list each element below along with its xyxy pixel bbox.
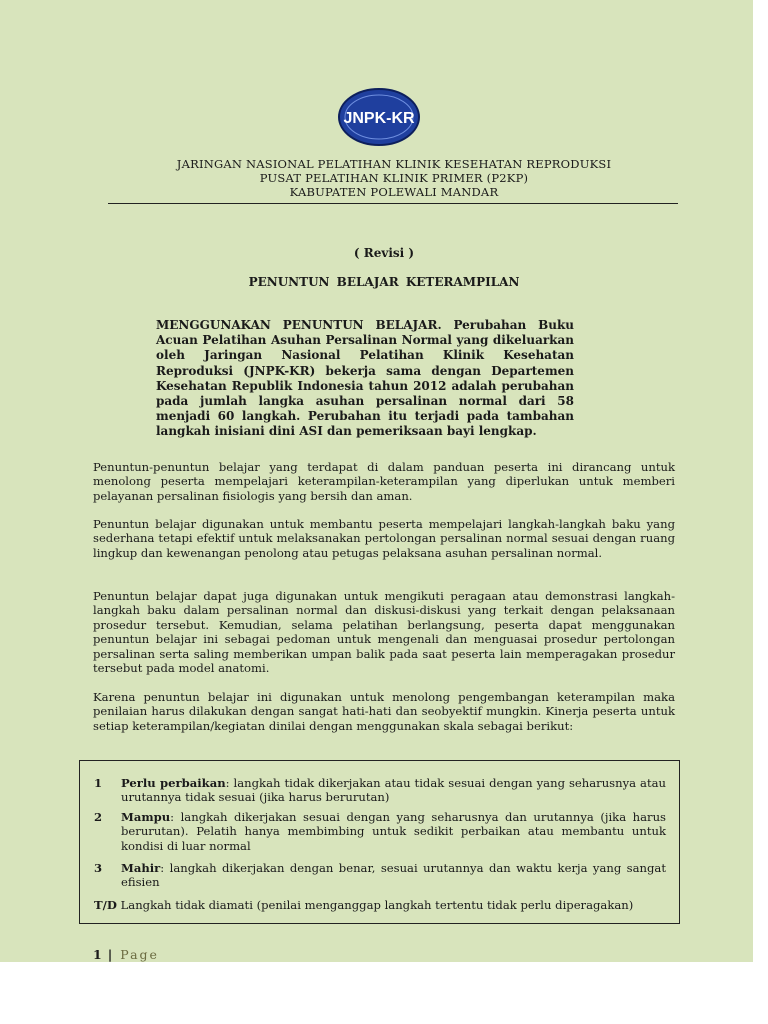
header-divider	[108, 203, 678, 204]
scale-item	[94, 861, 666, 890]
scale-number: 3	[94, 861, 103, 875]
logo-text: JNPK-KR	[343, 110, 415, 127]
document-title: PENUNTUN BELAJAR KETERAMPILAN	[248, 275, 520, 289]
scale-term: Perlu perbaikan	[121, 776, 226, 790]
scale-term: Mampu	[121, 810, 171, 824]
jnpk-kr-logo	[335, 86, 423, 148]
intro-paragraph: MENGGUNAKAN PENUNTUN BELAJAR. Perubahan Buku Acuan Pelatihan Asuhan Persalinan Normal yang dikeluarkan oleh Jaringan Nasional Pelatihan Klinik Kesehatan Reproduksi (JNPK-KR) bekerja sama dengan Departemen Kesehatan Republik Indonesia tahun 2012 adalah perubahan pada jumlah langka asuhan persalinan normal dari 58 menjadi 60 langkah. Perubahan itu terjadi pada tambahan langkah inisiani dini ASI dan pemeriksaan bayi lengkap.	[156, 318, 574, 439]
scale-term: Mahir	[121, 861, 161, 875]
body-paragraph-2: Penuntun belajar digunakan untuk membantu peserta mempelajari langkah-langkah baku yang sederhana tetapi efektif untuk melaksanakan pertolongan persalinan normal sesuai dengan ruang lingkup dan kewenangan penolong atau petugas pelaksana asuhan persalinan normal.	[93, 517, 675, 560]
org-line-1: JARINGAN NASIONAL PELATIHAN KLINIK KESEHATAN REPRODUKSI	[176, 157, 612, 171]
scale-item	[94, 776, 666, 805]
scale-desc: : langkah dikerjakan sesuai dengan yang seharusnya dan urutannya (jika harus berurutan). Pelatih hanya membimbing untuk sedikit perbaikan atau membantu untuk kondisi di luar normal	[121, 810, 666, 853]
body-paragraph-3: Penuntun belajar dapat juga digunakan untuk mengikuti peragaan atau demonstrasi langkah-langkah baku dalam persalinan normal dan diskusi-diskusi yang terkait dengan pelaksanaan prosedur tersebut. Kemudian, selama pelatihan berlangsung, peserta dapat menggunakan penuntun belajar ini sebagai pedoman untuk mengenali dan menguasai prosedur pertolongan persalinan serta saling memberikan umpan balik pada saat peserta lain memperagakan prosedur tersebut pada model anatomi.	[93, 589, 675, 676]
logo-emblem	[335, 86, 423, 148]
page-label: Page	[120, 947, 159, 962]
body-paragraph-4: Karena penuntun belajar ini digunakan untuk menolong pengembangan keterampilan maka penilaian harus dilakukan dengan sangat hati-hati dan seobyektif mungkin. Kinerja peserta untuk setiap keterampilan/kegiatan dinilai dengan menggunakan skala sebagai berikut:	[93, 690, 675, 733]
page-footer	[93, 947, 159, 962]
scale-number: 1	[94, 776, 103, 790]
rating-scale-box	[79, 760, 680, 924]
scale-desc: : langkah dikerjakan dengan benar, sesuai urutannya dan waktu kerja yang sangat efisien	[121, 861, 666, 890]
scale-desc: : langkah tidak dikerjakan atau tidak sesuai dengan yang seharusnya atau urutannya tidak sesuai (jika harus berurutan)	[121, 776, 666, 805]
org-line-3: KABUPATEN POLEWALI MANDAR	[289, 185, 499, 199]
organization-header	[110, 157, 678, 199]
page-number: 1	[93, 947, 102, 962]
scale-number: T/D	[94, 898, 117, 912]
scale-item	[94, 898, 666, 912]
org-line-2: PUSAT PELATIHAN KLINIK PRIMER (P2KP)	[259, 171, 529, 185]
revision-label: ( Revisi )	[353, 246, 415, 260]
scale-item	[94, 810, 666, 853]
footer-separator: |	[107, 947, 115, 962]
scale-desc: Langkah tidak diamati (penilai menganggap langkah tertentu tidak perlu diperagakan)	[120, 898, 634, 912]
body-paragraph-1: Penuntun-penuntun belajar yang terdapat di dalam panduan peserta ini dirancang untuk menolong peserta mempelajari keterampilan-keterampilan yang diperlukan untuk memberi pelayanan persalinan fisiologis yang bersih dan aman.	[93, 460, 675, 503]
scale-number: 2	[94, 810, 103, 824]
